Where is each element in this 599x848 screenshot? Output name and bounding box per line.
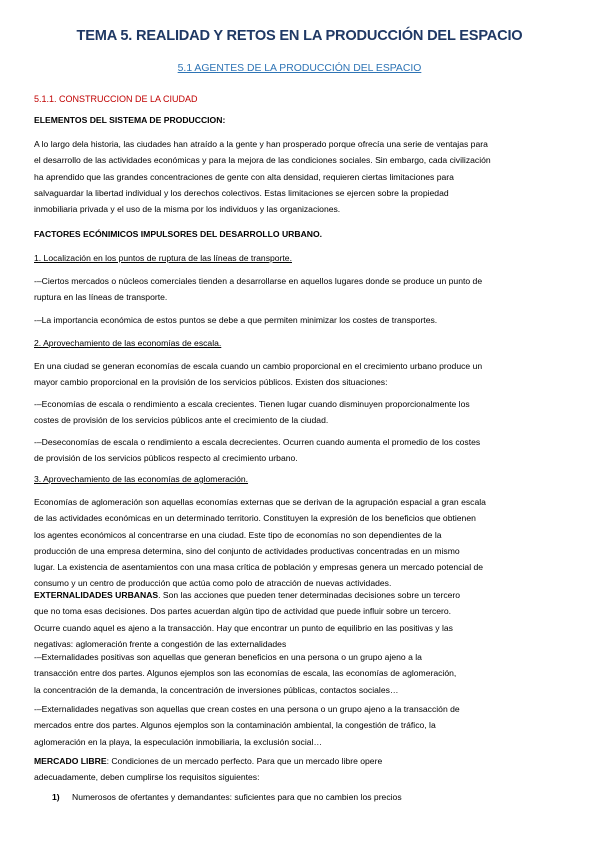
factor-2-title-block xyxy=(34,335,574,351)
factor-2-point-a xyxy=(34,396,574,429)
factor-2-point-b xyxy=(34,434,574,467)
paragraph-line: los agentes económicos al concentrarse en una ciudad. Este tipo de economías no son dependientes de la xyxy=(34,529,442,540)
paragraph-line: mercados entre dos partes. Algunos ejemplos son la contaminación ambiental, la congestión de tráfico, la xyxy=(34,720,436,731)
paragraph-line: adecuadamente, deben cumplirse los requisitos siguientes: xyxy=(34,772,260,783)
externalidades-negativas xyxy=(34,701,574,750)
paragraph-line: -–Externalidades positivas son aquellas que generan beneficios en una persona o un grupo ajeno a la xyxy=(34,652,422,662)
paragraph-line: Economías de aglomeración son aquellas economías externas que se derivan de la agrupación espacial a gran escala xyxy=(34,497,486,507)
factores-heading-block xyxy=(34,226,574,242)
paragraph-line: que no toma esas decisiones. Dos partes acuerdan algún tipo de actividad que puede influir sobre un tercero. xyxy=(34,606,452,617)
paragraph-line: -–Economías de escala o rendimiento a escala crecientes. Tienen lugar cuando disminuyen proporcionalmente los xyxy=(34,399,470,409)
paragraph-line: de las actividades económicas en un determinado territorio. Constituyen la expresión de los beneficios que obtienen xyxy=(34,513,476,524)
paragraph-line: consumo y un centro de producción que actúa como polo de atracción de nuevas actividades. xyxy=(34,578,392,589)
list-text: Numerosos de ofertantes y demandantes: suficientes para que no cambien los precios xyxy=(72,792,402,802)
paragraph-line: -–Externalidades negativas son aquellas que crean costes en una persona o un grupo ajeno a la transacción de xyxy=(34,704,460,714)
elementos-heading-block xyxy=(34,112,574,128)
paragraph-line: costes de provisión de los servicios públicos ante el crecimiento de la ciudad. xyxy=(34,415,329,426)
paragraph-line: Ocurre cuando aquel es ajeno a la transacción. Hay que encontrar un punto de equilibrio en las positivas y las xyxy=(34,622,453,633)
paragraph-line: inmobiliaria privada y el uso de la misma por los individuos y las organizaciones. xyxy=(34,204,341,215)
factores-heading: FACTORES ECÓNIMICOS IMPULSORES DEL DESARROLLO URBANO. xyxy=(34,229,323,239)
paragraph-line: producción de una empresa determina, sino del conjunto de actividades productivas concentradas en un mismo xyxy=(34,545,460,556)
factor-3-title-block xyxy=(34,471,574,487)
factor-3-title: 3. Aprovechamiento de las economías de aglomeración. xyxy=(34,474,249,484)
paragraph-line: En una ciudad se generan economías de escala cuando un cambio proporcional en el crecimiento urbano produce un xyxy=(34,361,483,371)
paragraph-line: -–Ciertos mercados o núcleos comerciales tienden a desarrollarse en aquellos lugares donde se produce un punto de xyxy=(34,276,483,286)
paragraph-line: ruptura en las líneas de transporte. xyxy=(34,292,168,303)
paragraph-line: mayor cambio proporcional en la provisión de los servicios públicos. Existen dos situaciones: xyxy=(34,377,388,388)
factor-1-point-a xyxy=(34,273,574,306)
externalidades-positivas xyxy=(34,649,574,698)
list-number: 1) xyxy=(52,792,60,802)
paragraph-line: la concentración de la demanda, la concentración de inversiones públicas, contactos sociales… xyxy=(34,684,399,695)
factor-2-intro xyxy=(34,358,574,391)
paragraph-line xyxy=(34,587,574,603)
factor-2-title: 2. Aprovechamiento de las economías de escala. xyxy=(34,338,222,348)
paragraph-line: -–Deseconomías de escala o rendimiento a escala decrecientes. Ocurren cuando aumenta el promedio de los costes xyxy=(34,437,481,447)
factor-1-title: 1. Localización en los puntos de ruptura de las líneas de transporte. xyxy=(34,253,292,263)
list-item xyxy=(52,792,402,802)
paragraph-line: ha aprendido que las grandes concentraciones de gente con alta densidad, requieren ciertas limitaciones para xyxy=(34,171,454,182)
mercado-first-line: : Condiciones de un mercado perfecto. Para que un mercado libre opere xyxy=(106,756,383,766)
section-subtitle: 5.1 AGENTES DE LA PRODUCCIÓN DEL ESPACIO xyxy=(177,63,422,74)
paragraph-line: de provisión de los servicios públicos respecto al crecimiento urbano. xyxy=(34,453,298,464)
factor-3-paragraph xyxy=(34,494,574,592)
externalidades-term: EXTERNALIDADES URBANAS xyxy=(34,590,159,600)
mercado-paragraph xyxy=(34,753,574,786)
externalidades-first-line: . Son las acciones que pueden tener determinadas decisiones sobre un tercero xyxy=(158,590,461,600)
paragraph-line xyxy=(34,753,574,769)
paragraph-line: A lo largo dela historia, las ciudades han atraído a la gente y han prosperado porque ofrecía una serie de ventajas para xyxy=(34,139,488,149)
elementos-paragraph xyxy=(34,136,574,217)
page-title: TEMA 5. REALIDAD Y RETOS EN LA PRODUCCIÓN DEL ESPACIO xyxy=(76,28,523,44)
paragraph-line: aglomeración en la playa, la especulación inmobiliaria, la exclusión social… xyxy=(34,736,323,747)
mercado-term: MERCADO LIBRE xyxy=(34,756,107,766)
elementos-heading: ELEMENTOS DEL SISTEMA DE PRODUCCION: xyxy=(34,115,226,125)
subsection-heading: 5.1.1. CONSTRUCCION DE LA CIUDAD xyxy=(34,94,198,104)
paragraph-line: negativas: aglomeración frente a congestión de las externalidades xyxy=(34,638,287,649)
factor-1-point-b xyxy=(34,312,574,328)
paragraph-line: lugar. La existencia de asentamientos con una masa crítica de población y empresas genera un mercado potencial de xyxy=(34,562,484,573)
paragraph-line: el desarrollo de las actividades económicas y para la mejora de las condiciones sociales. Sin embargo, cada civilización xyxy=(34,155,491,166)
factor-1-title-block xyxy=(34,250,574,266)
paragraph-line: transacción entre dos partes. Algunos ejemplos son las economías de escala, las economías de aglomeración, xyxy=(34,668,457,679)
paragraph-line: salvaguardar la libertad individual y los derechos colectivos. Estas limitaciones se ejercen sobre la propiedad xyxy=(34,187,449,198)
paragraph-line: -–La importancia económica de estos puntos se debe a que permiten minimizar los costes de transportes. xyxy=(34,315,438,325)
externalidades-paragraph xyxy=(34,587,574,652)
